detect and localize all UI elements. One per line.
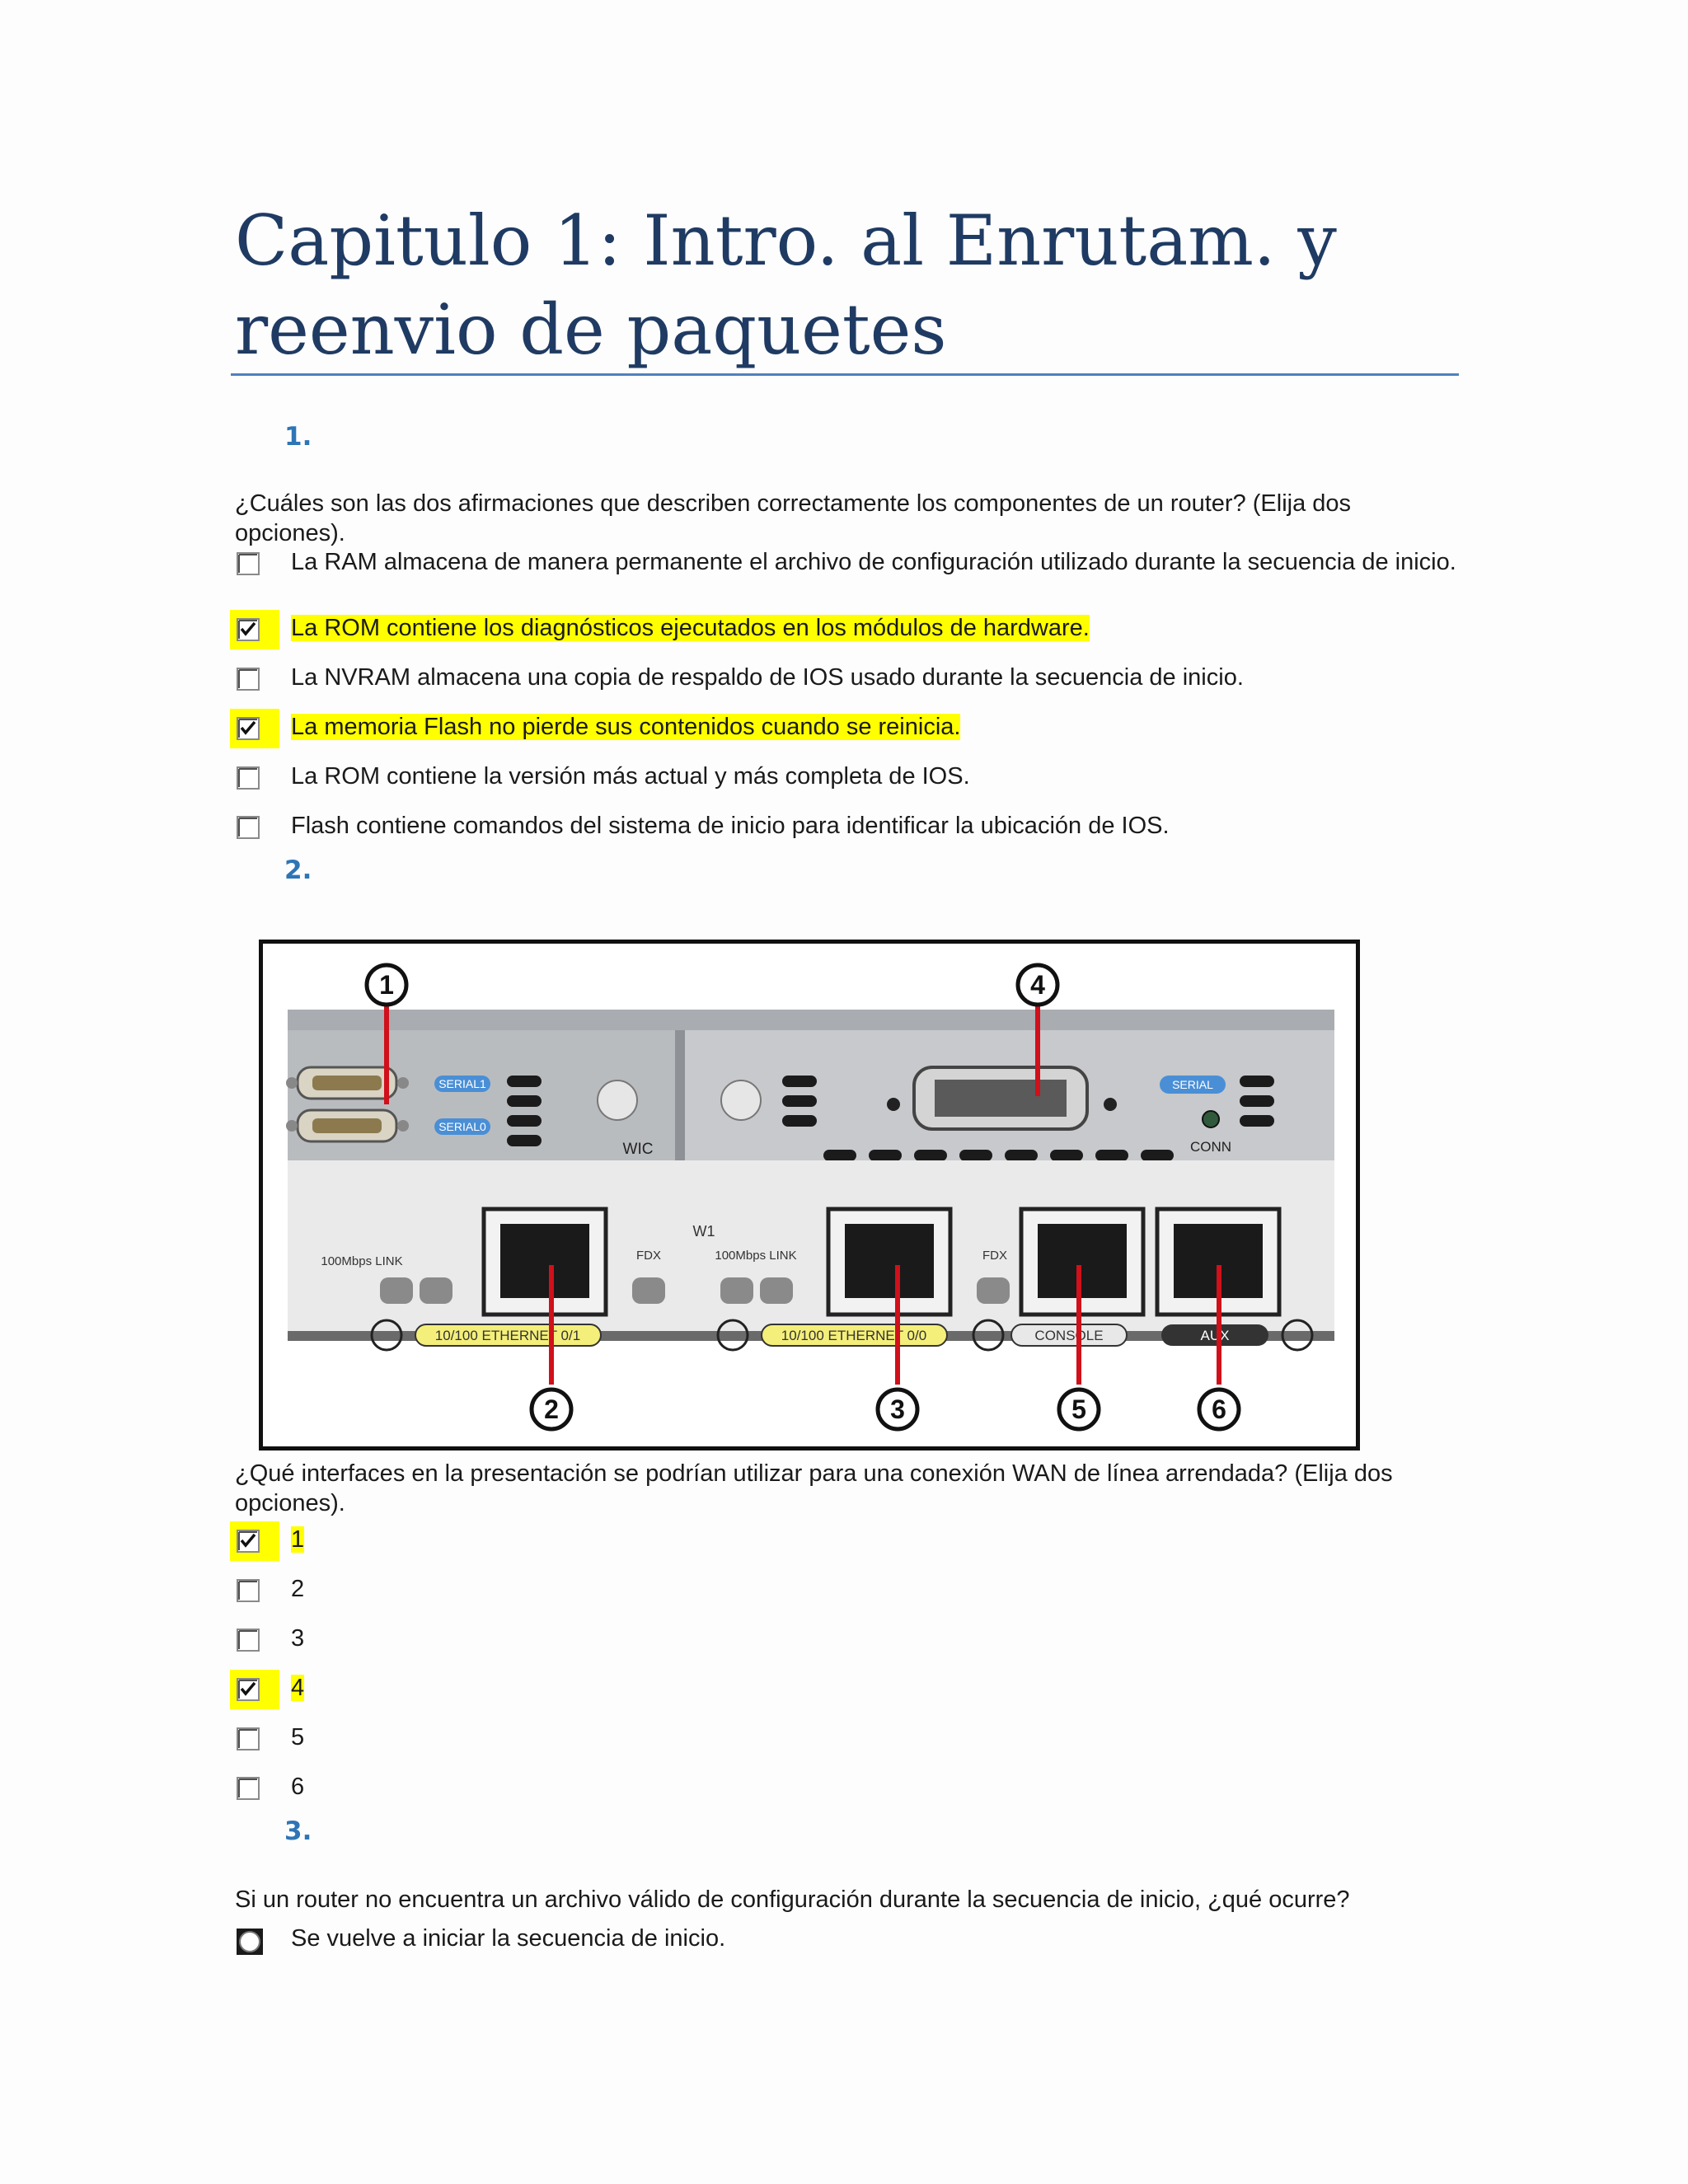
- option-q2-5[interactable]: [235, 1722, 1463, 1755]
- option-q1-6[interactable]: [235, 811, 1463, 844]
- option-label: La memoria Flash no pierde sus contenidos cuando se reinicia.: [291, 714, 961, 740]
- fdx2-label: FDX: [982, 1249, 1007, 1263]
- serial0-label: SERIAL0: [438, 1120, 486, 1133]
- option-label: 4: [291, 1675, 305, 1701]
- checkbox-icon[interactable]: [237, 552, 260, 575]
- option-label: Flash contiene comandos del sistema de inicio para identificar la ubicación de IOS.: [291, 813, 1170, 839]
- option-label: 6: [291, 1774, 305, 1800]
- option-label: La ROM contiene los diagnósticos ejecutados en los módulos de hardware.: [291, 615, 1090, 641]
- wic-label: WIC: [622, 1141, 654, 1158]
- question-number-2: 2.: [284, 855, 312, 885]
- callout-5: 5: [1071, 1394, 1086, 1424]
- option-q2-1[interactable]: [235, 1525, 1463, 1558]
- callout-1: 1: [379, 970, 394, 1000]
- option-label: 3: [291, 1625, 305, 1652]
- serial1-label: SERIAL1: [438, 1077, 486, 1090]
- option-q3-1[interactable]: [235, 1924, 1463, 1957]
- callout-3: 3: [890, 1394, 905, 1424]
- link1-label: 100Mbps LINK: [321, 1254, 403, 1268]
- option-q1-3[interactable]: [235, 663, 1463, 696]
- page-title: Capitulo 1: Intro. al Enrutam. y reenvio de paquetes: [235, 200, 1337, 370]
- eth00-label: 10/100 ETHERNET 0/0: [781, 1328, 927, 1343]
- checkbox-icon[interactable]: [237, 816, 260, 839]
- router-figure: [259, 940, 1360, 1451]
- question-text-3: Si un router no encuentra un archivo válido de configuración durante la secuencia de inicio, ¿qué ocurre?: [235, 1886, 1350, 1913]
- option-q1-2[interactable]: [235, 613, 1463, 646]
- option-q1-4[interactable]: [235, 712, 1463, 745]
- checkbox-icon[interactable]: [237, 1727, 260, 1750]
- serial-label: SERIAL: [1172, 1078, 1213, 1091]
- checkbox-checked-icon[interactable]: [237, 618, 260, 641]
- option-label: La NVRAM almacena una copia de respaldo de IOS usado durante la secuencia de inicio.: [291, 664, 1244, 691]
- option-label: 1: [291, 1526, 305, 1553]
- callout-4: 4: [1030, 970, 1045, 1000]
- question-number-3: 3.: [284, 1816, 312, 1846]
- option-label: 2: [291, 1576, 305, 1602]
- link2-label: 100Mbps LINK: [715, 1249, 797, 1263]
- option-q2-4[interactable]: [235, 1673, 1463, 1706]
- question-text-1: ¿Cuáles son las dos afirmaciones que describen correctamente los componentes de un router? (Elija dos opciones).: [235, 490, 1352, 546]
- checkbox-icon[interactable]: [237, 668, 260, 691]
- checkbox-checked-icon[interactable]: [237, 1530, 260, 1553]
- option-label: La RAM almacena de manera permanente el archivo de configuración utilizado durante la secuencia de inicio.: [291, 549, 1456, 575]
- router-panel-image: [263, 944, 1356, 1446]
- option-q1-5[interactable]: [235, 762, 1463, 794]
- w1-label: W1: [692, 1223, 715, 1240]
- option-label: Se vuelve a iniciar la secuencia de inicio.: [291, 1925, 726, 1952]
- title-rule: [231, 373, 1459, 376]
- conn-right-label: CONN: [1189, 1139, 1232, 1155]
- fdx1-label: FDX: [636, 1249, 661, 1263]
- callout-6: 6: [1212, 1394, 1226, 1424]
- option-q2-6[interactable]: [235, 1772, 1463, 1805]
- checkbox-icon[interactable]: [237, 1579, 260, 1602]
- checkbox-icon[interactable]: [237, 1629, 260, 1652]
- checkbox-checked-icon[interactable]: [237, 1678, 260, 1701]
- option-label: 5: [291, 1724, 305, 1750]
- question-text-2: ¿Qué interfaces en la presentación se podrían utilizar para una conexión WAN de línea arrendada? (Elija dos opciones).: [235, 1460, 1393, 1516]
- checkbox-icon[interactable]: [237, 766, 260, 790]
- checkbox-checked-icon[interactable]: [237, 717, 260, 740]
- callout-2: 2: [544, 1394, 559, 1424]
- console-label: CONSOLE: [1034, 1328, 1104, 1343]
- question-number-1: 1.: [284, 422, 312, 452]
- option-q2-2[interactable]: [235, 1574, 1463, 1607]
- option-q1-1[interactable]: [235, 547, 1463, 580]
- option-q2-3[interactable]: [235, 1624, 1463, 1657]
- checkbox-icon[interactable]: [237, 1777, 260, 1800]
- aux-label: AUX: [1200, 1328, 1230, 1343]
- option-label: La ROM contiene la versión más actual y más completa de IOS.: [291, 763, 970, 790]
- radio-icon[interactable]: [237, 1929, 260, 1952]
- eth01-label: 10/100 ETHERNET 0/1: [434, 1328, 581, 1343]
